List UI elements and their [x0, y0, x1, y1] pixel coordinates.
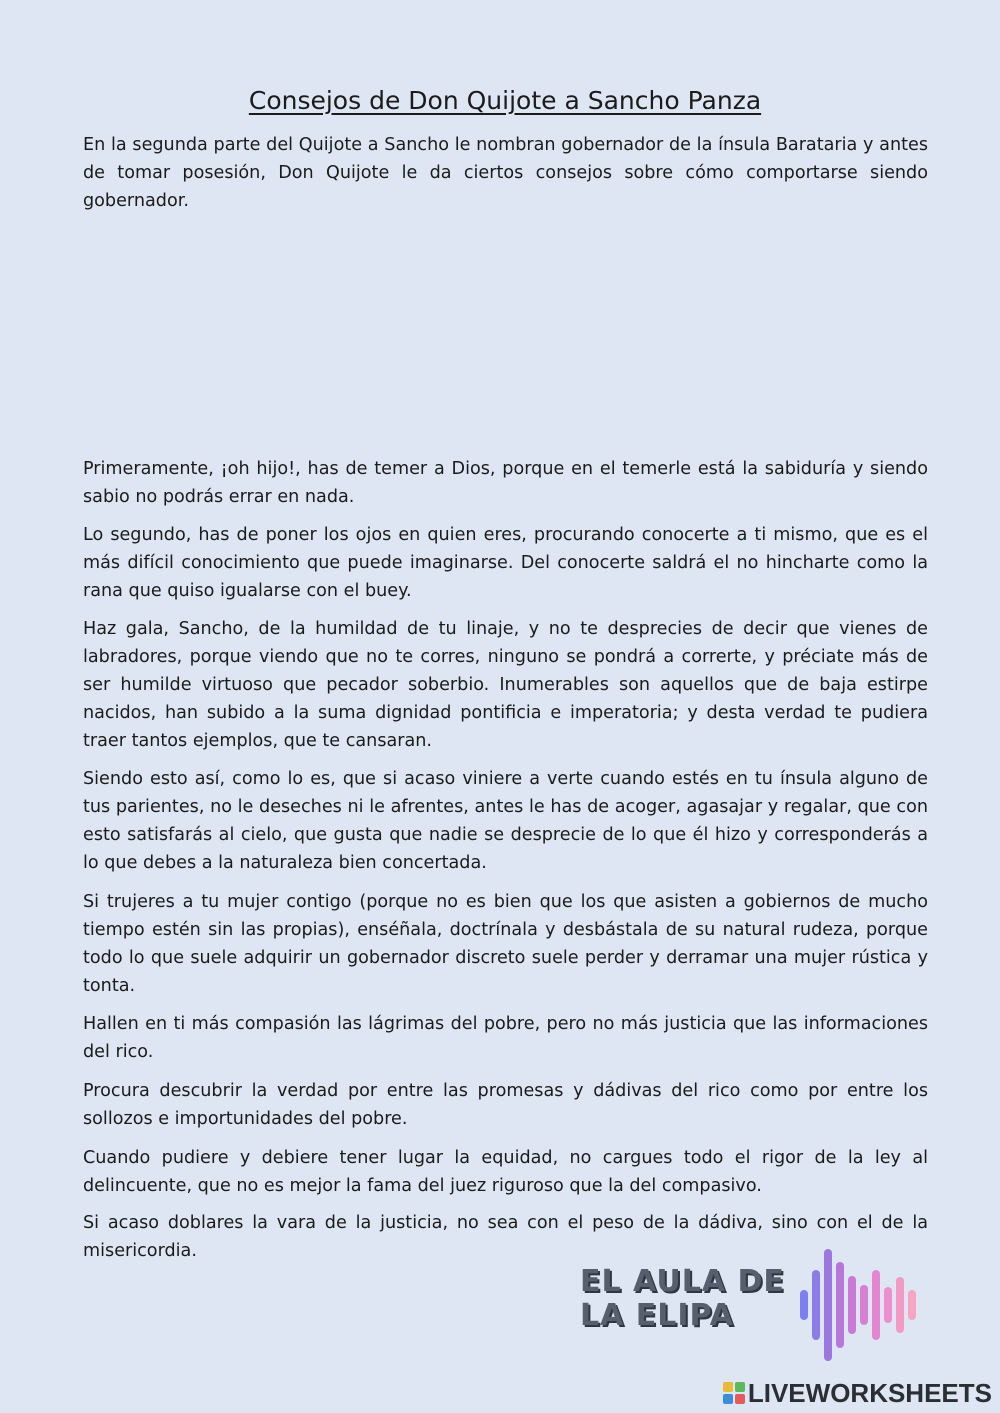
sound-wave-bar	[896, 1277, 904, 1333]
sound-wave-bar	[884, 1287, 892, 1323]
advice-paragraph-5: Si trujeres a tu mujer contigo (porque no es bien que los que asisten a gobiernos de mucho tiempo estén sin las propias), enséñala, doctrínala y desbástala de su natural rudeza, porque todo lo que suele adquirir un gobernador discreto suele perder y derramar una mujer rústica y tonta.	[83, 892, 928, 996]
advice-paragraph-6: Hallen en ti más compasión las lágrimas del pobre, pero no más justicia que las informaciones del rico.	[83, 1014, 928, 1062]
advice-paragraph-9: Si acaso doblares la vara de la justicia, no sea con el peso de la dádiva, sino con el de la misericordia.	[83, 1213, 928, 1261]
el-aula-de-la-elipa-logo	[580, 1245, 920, 1365]
liveworksheets-footer	[722, 1378, 992, 1408]
advice-paragraph-7: Procura descubrir la verdad por entre las promesas y dádivas del rico como por entre los sollozos e importunidades del pobre.	[83, 1081, 928, 1129]
logo-line-1: EL AULA DE	[580, 1264, 785, 1299]
sound-wave-bar	[836, 1262, 844, 1348]
sound-wave-bar	[800, 1290, 808, 1320]
advice-paragraph-1: Primeramente, ¡oh hijo!, has de temer a Dios, porque en el temerle está la sabiduría y siendo sabio no podrás errar en nada.	[83, 459, 928, 507]
sound-wave-bar	[812, 1270, 820, 1340]
liveworksheets-brand: LIVEWORKSHEETS	[747, 1377, 992, 1408]
sound-wave-icon	[798, 1245, 923, 1365]
sound-wave-bar	[824, 1249, 832, 1361]
page-title: Consejos de Don Quijote a Sancho Panza	[248, 86, 762, 115]
liveworksheets-icon	[722, 1381, 746, 1405]
sound-wave-bar	[860, 1285, 868, 1325]
advice-paragraph-2: Lo segundo, has de poner los ojos en quien eres, procurando conocerte a ti mismo, que es el más difícil conocimiento que puede imaginarse. Del conocerte saldrá el no hincharte como la rana que quiso igualarse con el buey.	[83, 525, 928, 601]
sound-wave-bar	[848, 1276, 856, 1334]
advice-paragraph-4: Siendo esto así, como lo es, que si acaso viniere a verte cuando estés en tu ínsula alguno de tus parientes, no le deseches ni le afrentes, antes le has de acoger, agasajar y regalar, que con esto satisfarás al cielo, que gusta que nadie se desprecie de lo que él hizo y corresponderás a lo que debes a la naturaleza bien concertada.	[83, 769, 928, 873]
logo-line-2: LA ELIPA	[580, 1298, 735, 1333]
sound-wave-bar	[872, 1270, 880, 1340]
advice-paragraph-3: Haz gala, Sancho, de la humildad de tu linaje, y no te desprecies de decir que vienes de labradores, porque viendo que no te corres, ninguno se pondrá a correrte, y préciate más de ser humilde virtuoso que pecador soberbio. Inumerables son aquellos que de baja estirpe nacidos, han subido a la suma dignidad pontificia e imperatoria; y desta verdad te pudiera traer tantos ejemplos, que te cansaran.	[83, 619, 928, 751]
intro-paragraph: En la segunda parte del Quijote a Sancho le nombran gobernador de la ínsula Barataria y antes de tomar posesión, Don Quijote le da ciertos consejos sobre cómo comportarse siendo gobernador.	[83, 135, 928, 211]
sound-wave-bar	[908, 1290, 916, 1320]
advice-paragraph-8: Cuando pudiere y debiere tener lugar la equidad, no cargues todo el rigor de la ley al delincuente, que no es mejor la fama del juez riguroso que la del compasivo.	[83, 1148, 928, 1196]
